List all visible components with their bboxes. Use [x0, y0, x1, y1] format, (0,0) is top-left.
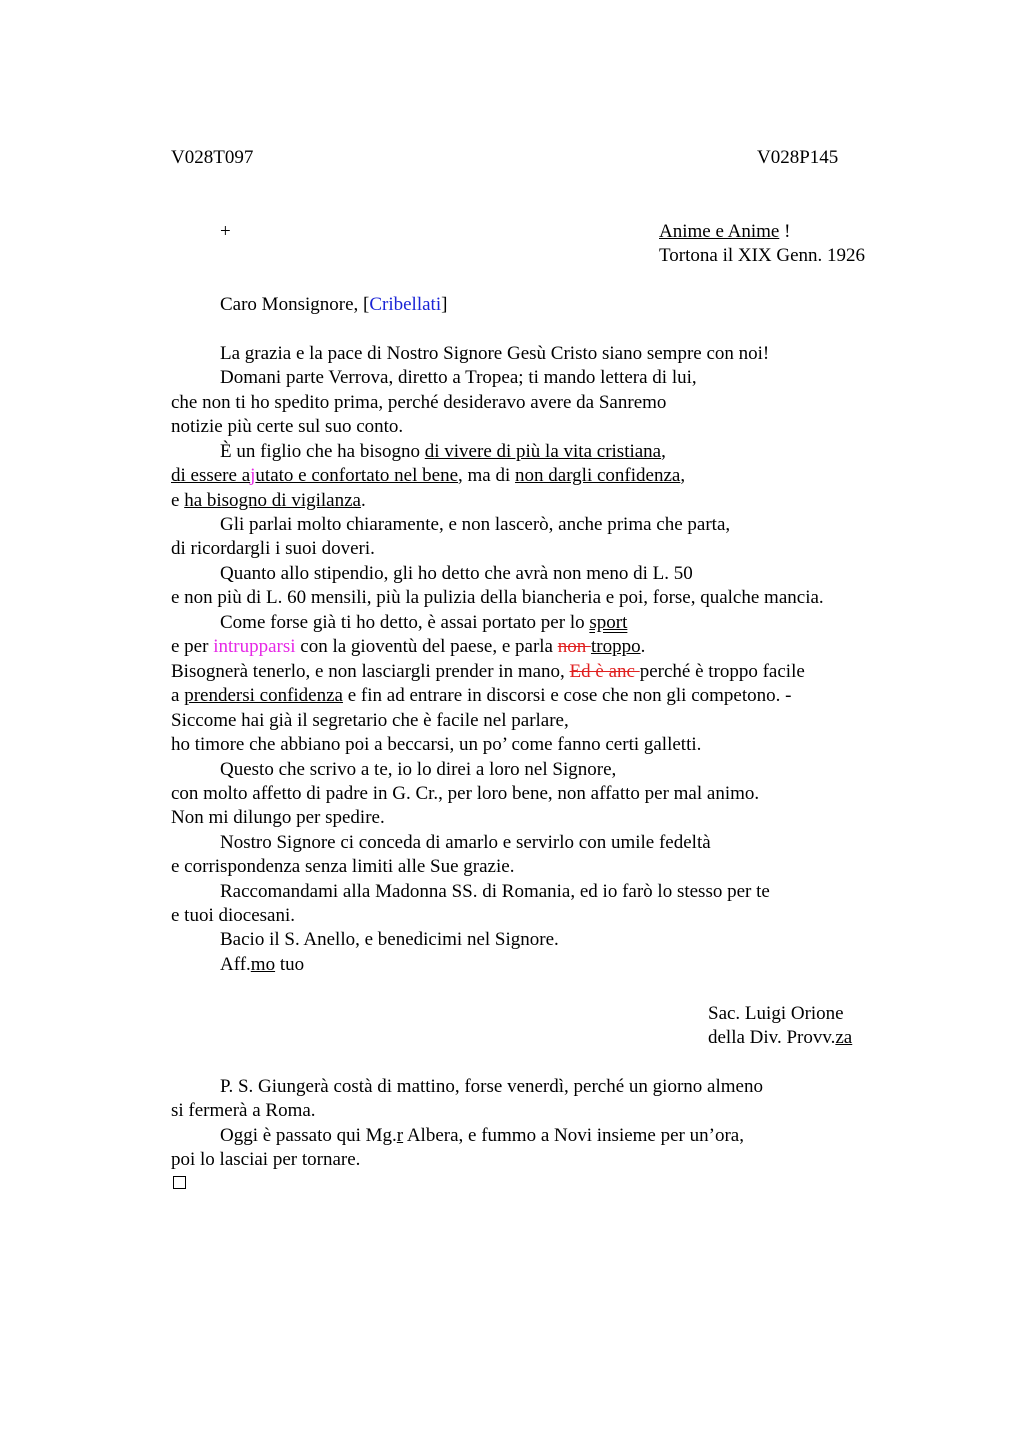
body-line-6-d: , ma di: [458, 465, 516, 486]
body-line-7-b: ha bisogno di vigilanza: [184, 490, 361, 511]
body-line-14-a: Bisognerà tenerlo, e non lasciargli prender in mano,: [171, 661, 570, 682]
body-line-5-a: È un figlio che ha bisogno: [220, 441, 425, 462]
body-line-1: La grazia e la pace di Nostro Signore Gesù Cristo siano sempre con noi!: [220, 343, 770, 364]
body-line-19: con molto affetto di padre in G. Cr., per loro bene, non affatto per mal animo.: [171, 783, 760, 804]
postscript-line-4: poi lo lasciai per tornare.: [171, 1149, 361, 1170]
signature-name: Sac. Luigi Orione: [708, 1003, 844, 1024]
body-line-24: e tuoi diocesani.: [171, 905, 295, 926]
place-date: Tortona il XIX Genn. 1926: [659, 245, 866, 266]
body-line-13-a: e per: [171, 636, 214, 657]
body-line-12-b: sport: [589, 612, 628, 633]
body-line-18: Questo che scrivo a te, io lo direi a loro nel Signore,: [220, 759, 617, 780]
body-line-25: Bacio il S. Anello, e benedicimi nel Signore.: [220, 929, 559, 950]
body-line-16: Siccome hai già il segretario che è facile nel parlare,: [171, 710, 569, 731]
body-line-3: che non ti ho spedito prima, perché desideravo avere da Sanremo: [171, 392, 667, 413]
body-line-21: Nostro Signore ci conceda di amarlo e servirlo con umile fedeltà: [220, 832, 711, 853]
postscript-line-3-b: r: [396, 1125, 404, 1146]
motto: [659, 220, 790, 244]
body-line-10: Quanto allo stipendio, gli ho detto che avrà non meno di L. 50: [220, 563, 693, 584]
body-line-5-c: ,: [661, 441, 666, 462]
body-line-26-a: Aff.: [220, 954, 251, 975]
salutation-name: Cribellati: [369, 294, 442, 315]
document-code-right: V028P145: [757, 147, 839, 168]
salutation: [220, 293, 447, 317]
motto-tail: !: [779, 221, 791, 242]
postscript-line-1: P. S. Giungerà costà di mattino, forse venerdì, perché un giorno almeno: [220, 1076, 763, 1097]
body-line-7-a: e: [171, 490, 185, 511]
postscript-line-3-a: Oggi è passato qui Mg.: [220, 1125, 397, 1146]
body-line-13-c: con la gioventù del paese, e parla: [295, 636, 558, 657]
body-line-7-c: .: [360, 490, 366, 511]
body-line-15-a: a: [171, 685, 185, 706]
body-line-17: ho timore che abbiano poi a beccarsi, un po’ come fanno certi galletti.: [171, 734, 702, 755]
body-line-5: [220, 440, 666, 464]
body-line-13-b: intrupparsi: [213, 636, 296, 657]
document-code-left: V028T097: [171, 147, 254, 168]
body-line-26-b: mo: [250, 954, 276, 975]
postscript-line-2: si fermerà a Roma.: [171, 1100, 316, 1121]
body-line-14-c: perché è troppo facile: [639, 661, 805, 682]
body-line-11: e non più di L. 60 mensili, più la pulizia della biancheria e poi, forse, qualche mancia.: [171, 587, 824, 608]
body-line-14-deleted: Ed è anc: [569, 661, 640, 682]
body-line-13-f: .: [640, 636, 646, 657]
signature-line-2-b: za: [835, 1027, 853, 1048]
body-line-13: [171, 635, 645, 659]
body-line-6-a: di essere a: [171, 465, 251, 486]
signature-line-2: [708, 1026, 852, 1050]
body-line-2: Domani parte Verrova, diretto a Tropea; ti mando lettera di lui,: [220, 367, 697, 388]
signature-line-2-a: della Div. Provv.: [708, 1027, 836, 1048]
body-line-8: Gli parlai molto chiaramente, e non lascerò, anche prima che parta,: [220, 514, 731, 535]
body-line-4: notizie più certe sul suo conto.: [171, 416, 404, 437]
body-line-13-deleted: non: [557, 636, 591, 657]
body-line-15: [171, 684, 791, 708]
body-line-6-e: non dargli confidenza: [515, 465, 681, 486]
body-line-6-f: ,: [680, 465, 686, 486]
body-line-12: [220, 611, 627, 635]
body-line-23: Raccomandami alla Madonna SS. di Romania, ed io farò lo stesso per te: [220, 881, 770, 902]
body-line-6-b: j: [250, 465, 256, 486]
cross-mark: +: [220, 221, 231, 242]
body-line-7: [171, 489, 366, 513]
body-line-13-e: troppo: [590, 636, 641, 657]
body-line-22: e corrispondenza senza limiti alle Sue grazie.: [171, 856, 515, 877]
body-line-5-b: di vivere di più la vita cristiana: [424, 441, 662, 462]
body-line-6-c: utato e confortato nel bene: [255, 465, 459, 486]
body-line-9: di ricordargli i suoi doveri.: [171, 538, 375, 559]
body-line-26: [220, 953, 304, 977]
motto-underlined: Anime e Anime: [659, 221, 780, 242]
salutation-close: ]: [441, 294, 448, 315]
body-line-6: [171, 464, 685, 488]
salutation-text: Caro Monsignore, [: [220, 294, 370, 315]
body-line-20: Non mi dilungo per spedire.: [171, 807, 385, 828]
body-line-15-c: e fin ad entrare in discorsi e cose che non gli competono. -: [342, 685, 792, 706]
body-line-12-a: Come forse già ti ho detto, è assai portato per lo: [220, 612, 590, 633]
body-line-14: [171, 660, 805, 684]
body-line-15-b: prendersi confidenza: [184, 685, 343, 706]
postscript-line-3-c: Albera, e fummo a Novi insieme per un’ora,: [403, 1125, 744, 1146]
end-mark-box: [173, 1176, 186, 1189]
postscript-line-3: [220, 1124, 744, 1148]
body-line-26-c: tuo: [275, 954, 305, 975]
